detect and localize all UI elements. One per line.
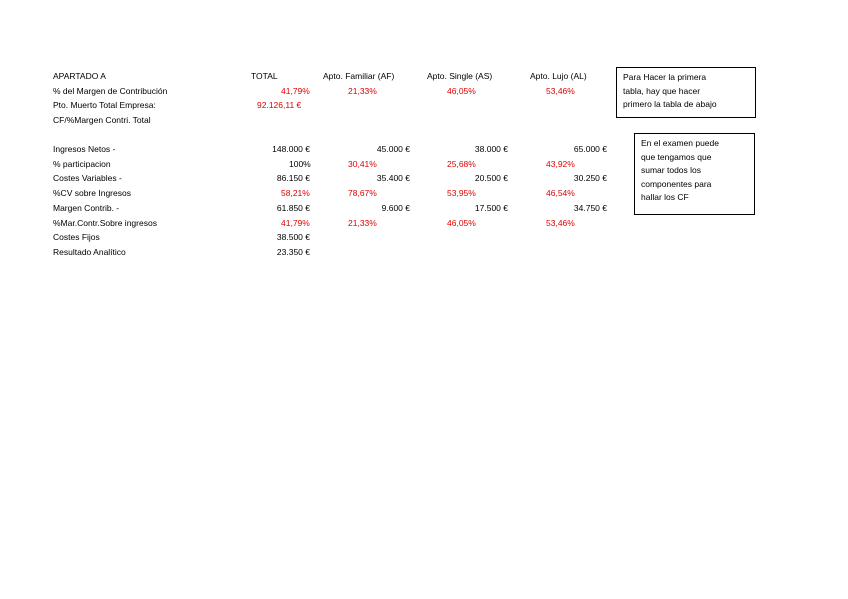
cell-total: 41,79% — [281, 217, 310, 228]
cell-total: 86.150 € — [276, 173, 310, 184]
cell-al: 30.250 € — [573, 173, 607, 184]
section-title: APARTADO A — [53, 71, 106, 81]
margen-af: 21,33% — [348, 86, 377, 96]
row-label: Resultado Analítico — [53, 246, 126, 257]
cell-af: 9.600 € — [381, 202, 410, 213]
note-line: sumar todos los — [641, 165, 701, 175]
margen-al: 53,46% — [546, 86, 575, 96]
note-box-exam — [634, 133, 755, 215]
cell-total: 148.000 € — [272, 144, 310, 154]
note-line: primero la tabla de abajo — [623, 99, 717, 109]
cell-af: 21,33% — [348, 217, 377, 228]
row-label: %CV sobre Ingresos — [53, 188, 131, 199]
cell-as: 25,68% — [447, 158, 476, 169]
note-line: que tengamos que — [641, 151, 712, 162]
cell-total: 23.350 € — [276, 246, 310, 257]
cell-as: 17.500 € — [474, 202, 508, 213]
cell-as: 38.000 € — [474, 144, 508, 154]
cell-total: 58,21% — [281, 188, 310, 199]
cell-as: 46,05% — [447, 217, 476, 228]
cell-al: 65.000 € — [573, 144, 607, 154]
cell-al: 53,46% — [546, 217, 575, 228]
note-line: componentes para — [641, 178, 712, 189]
cell-af: 45.000 € — [376, 144, 410, 154]
note-line: hallar los CF — [641, 192, 689, 202]
pto-muerto-value: 92.126,11 € — [257, 100, 302, 110]
row-label: Costes Variables - — [53, 173, 122, 184]
cell-al: 43,92% — [546, 158, 575, 169]
cell-total: 61.850 € — [276, 202, 310, 213]
cell-total: 100% — [289, 158, 311, 169]
cell-as: 20.500 € — [474, 173, 508, 184]
row-label: Margen Contrib. - — [53, 202, 120, 213]
row-label: Costes Fijos — [53, 232, 100, 243]
row-label: %Mar.Contr.Sobre ingresos — [53, 217, 157, 228]
margen-label: % del Margen de Contribución — [53, 86, 168, 96]
row-label: % participacion — [53, 158, 111, 169]
note-line: tabla, hay que hacer — [623, 85, 701, 96]
header-af: Apto. Familiar (AF) — [323, 71, 395, 81]
margen-total: 41,79% — [281, 86, 310, 96]
header-al: Apto. Lujo (AL) — [530, 71, 587, 81]
pto-muerto-label: Pto. Muerto Total Empresa: — [53, 100, 156, 110]
note-line: En el examen puede — [641, 138, 719, 148]
margen-as: 46,05% — [447, 86, 476, 96]
formula-label: CF/%Margen Contri. Total — [53, 115, 151, 125]
note-box-first-table — [616, 67, 756, 118]
cell-al: 46,54% — [546, 188, 575, 199]
cell-total: 38.500 € — [276, 232, 310, 243]
cell-af: 35.400 € — [376, 173, 410, 184]
cell-af: 30,41% — [348, 158, 377, 169]
header-as: Apto. Single (AS) — [427, 71, 493, 81]
cell-al: 34.750 € — [573, 202, 607, 213]
note-line: Para Hacer la primera — [623, 72, 707, 82]
cell-af: 78,67% — [348, 188, 377, 199]
header-total: TOTAL — [251, 71, 278, 81]
row-label: Ingresos Netos - — [53, 144, 116, 154]
cell-as: 53,95% — [447, 188, 476, 199]
